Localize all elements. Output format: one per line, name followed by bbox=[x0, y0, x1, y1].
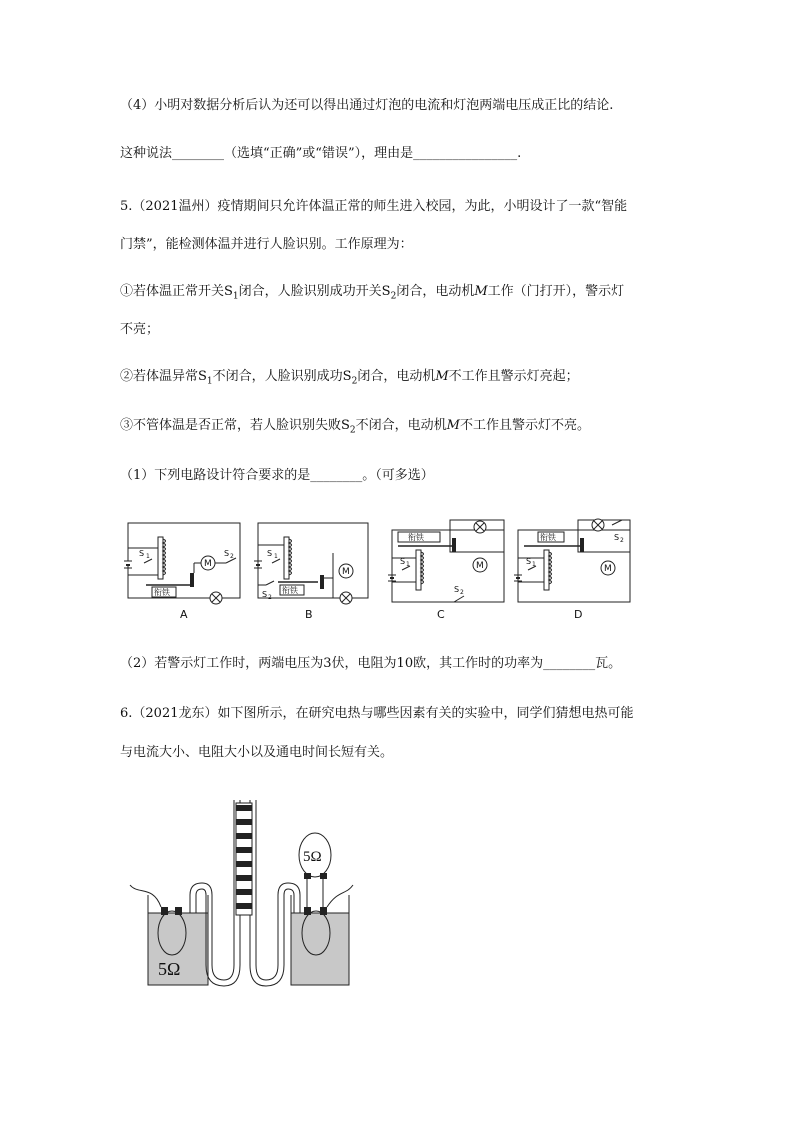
option-label-b: B bbox=[305, 608, 313, 621]
svg-text:衔铁: 衔铁 bbox=[154, 588, 170, 597]
svg-text:2: 2 bbox=[620, 537, 624, 544]
circuit-d bbox=[514, 519, 630, 602]
svg-text:S: S bbox=[526, 557, 532, 566]
svg-text:衔铁: 衔铁 bbox=[282, 586, 298, 595]
scale-ruler bbox=[236, 803, 252, 915]
svg-text:1: 1 bbox=[532, 561, 536, 568]
svg-text:M: M bbox=[476, 561, 484, 571]
svg-text:2: 2 bbox=[460, 589, 464, 596]
svg-text:S: S bbox=[454, 585, 460, 594]
q4-end: . bbox=[517, 146, 522, 161]
svg-text:1: 1 bbox=[146, 553, 150, 560]
svg-text:S: S bbox=[614, 533, 620, 542]
q5-sub-2: （2）若警示灯工作时，两端电压为3伏，电阻为10欧，其工作时的功率为________瓦。 bbox=[120, 656, 622, 671]
option-label-c: C bbox=[437, 608, 445, 621]
svg-text:M: M bbox=[342, 567, 350, 577]
svg-text:S: S bbox=[400, 557, 406, 566]
apparatus-figure bbox=[128, 795, 388, 995]
svg-text:衔铁: 衔铁 bbox=[408, 533, 424, 542]
right-resistor-label: 5Ω bbox=[303, 849, 322, 865]
svg-text:S: S bbox=[262, 590, 268, 599]
q4-blank-2[interactable]: ________________ bbox=[413, 146, 518, 161]
circuit-diagrams bbox=[0, 515, 794, 625]
left-resistor-label: 5Ω bbox=[158, 959, 181, 979]
svg-text:S: S bbox=[224, 549, 230, 558]
option-label-a: A bbox=[180, 608, 188, 621]
q5-condition-1-cont: 不亮； bbox=[120, 322, 160, 337]
q6-intro: 6.（2021龙东）如下图所示，在研究电热与哪些因素有关的实验中，同学们猜想电热可能 bbox=[120, 706, 634, 721]
q6-intro-2: 与电流大小、电阻大小以及通电时间长短有关。 bbox=[120, 745, 394, 760]
option-label-d: D bbox=[574, 608, 583, 621]
q5-sub-1: （1）下列电路设计符合要求的是________。（可多选） bbox=[120, 468, 434, 483]
svg-text:S: S bbox=[267, 549, 273, 558]
circuit-a bbox=[124, 523, 240, 604]
svg-text:S: S bbox=[139, 549, 145, 558]
q4-blank-1[interactable]: ________ bbox=[172, 146, 225, 161]
q5-condition-3: ③不管体温是否正常，若人脸识别失败$S_2$不闭合，电动机M不工作且警示灯不亮。 bbox=[120, 418, 590, 436]
svg-text:衔铁: 衔铁 bbox=[540, 533, 556, 542]
svg-text:1: 1 bbox=[406, 561, 410, 568]
q5-condition-1: ①若体温正常开关$S_1$闭合，人脸识别成功开关$S_2$闭合，电动机M工作（门打开），警示灯 bbox=[120, 284, 625, 302]
svg-text:2: 2 bbox=[230, 553, 234, 560]
q4-statement: （4）小明对数据分析后认为还可以得出通过灯泡的电流和灯泡两端电压成正比的结论. bbox=[120, 98, 614, 113]
svg-text:M: M bbox=[204, 559, 212, 569]
q5-condition-2: ②若体温异常$S_1$不闭合，人脸识别成功$S_2$闭合，电动机M不工作且警示灯亮起； bbox=[120, 369, 579, 387]
q5-intro-2: 门禁”，能检测体温并进行人脸识别。工作原理为： bbox=[120, 237, 413, 252]
svg-text:M: M bbox=[604, 564, 612, 574]
circuit-b bbox=[254, 523, 368, 604]
circuit-c bbox=[388, 520, 504, 602]
q4-blanks bbox=[120, 146, 521, 162]
svg-text:2: 2 bbox=[268, 594, 272, 601]
q5-intro: 5.（2021温州）疫情期间只允许体温正常的师生进入校园，为此，小明设计了一款“智能 bbox=[120, 199, 628, 214]
q4-mid: （选填“正确”或“错误”），理由是 bbox=[224, 146, 414, 161]
q4-prefix: 这种说法 bbox=[120, 146, 173, 161]
svg-text:1: 1 bbox=[274, 553, 278, 560]
